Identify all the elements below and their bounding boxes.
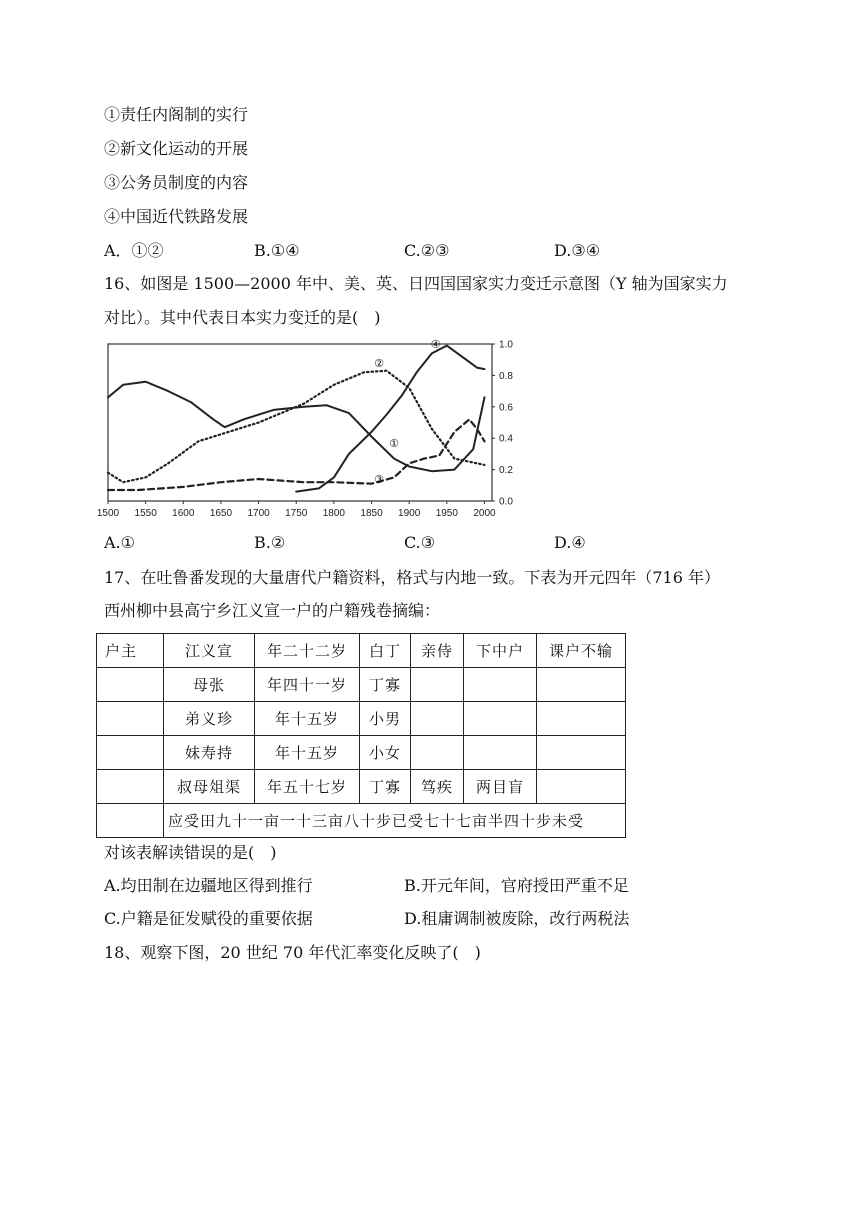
table-cell: 丁寡	[360, 668, 411, 702]
table-cell	[464, 702, 537, 736]
table-cell	[411, 736, 464, 770]
table-cell: 叔母俎渠	[164, 770, 255, 804]
q15-option-b: B.①④	[254, 241, 300, 260]
series-label-1: ①	[389, 436, 400, 450]
table-cell: 下中户	[464, 634, 537, 668]
power-chart	[96, 338, 530, 523]
table-cell	[537, 702, 626, 736]
land-allocation-cell: 应受田九十一亩一十三亩八十步已受七十七亩半四十步未受	[164, 804, 626, 838]
q16-option-c: C.③	[404, 533, 436, 552]
table-cell	[537, 770, 626, 804]
x-tick-label: 1900	[398, 508, 421, 519]
x-tick-label: 1800	[322, 508, 346, 519]
q17-stem-line1: 17、在吐鲁番发现的大量唐代户籍资料，格式与内地一致。下表为开元四年（716 年）	[104, 568, 720, 587]
q16-option-a: A.①	[104, 533, 135, 552]
table-cell: 妹寿持	[164, 736, 255, 770]
q15-option-a: A．①②	[104, 241, 164, 260]
table-cell: 年四十一岁	[255, 668, 360, 702]
table-cell: 丁寡	[360, 770, 411, 804]
table-row	[97, 702, 626, 736]
table-cell: 课户不输	[537, 634, 626, 668]
y-tick-label: 0.2	[499, 465, 513, 477]
table-row	[97, 736, 626, 770]
plot-frame	[108, 344, 492, 501]
household-register-table	[96, 633, 626, 838]
y-tick-label: 0.4	[499, 433, 513, 445]
table-cell: 母张	[164, 668, 255, 702]
q16-option-b: B.②	[254, 533, 286, 552]
series-label-4: ④	[430, 338, 441, 351]
table-cell: 弟义珍	[164, 702, 255, 736]
table-cell	[97, 804, 164, 838]
q16-stem-line2: 对比）。其中代表日本实力变迁的是( )	[104, 308, 381, 327]
y-tick-label: 0.0	[499, 496, 513, 508]
table-cell	[464, 736, 537, 770]
q15-item-4: ④中国近代铁路发展	[104, 207, 249, 226]
series-label-3: ③	[374, 473, 384, 487]
table-cell: 白丁	[360, 634, 411, 668]
y-tick-label: 1.0	[499, 339, 513, 351]
x-tick-label: 1700	[247, 508, 270, 519]
q15-item-2: ②新文化运动的开展	[104, 139, 249, 158]
q16-stem-line1: 16、如图是 1500—2000 年中、美、英、日四国国家实力变迁示意图（Y 轴为国家实力	[104, 274, 728, 293]
q18-stem: 18、观察下图，20 世纪 70 年代汇率变化反映了( )	[104, 943, 481, 962]
x-tick-label: 2000	[473, 508, 496, 519]
table-cell: 年十五岁	[255, 702, 360, 736]
table-row	[97, 634, 626, 668]
table-cell	[97, 770, 164, 804]
q17-question: 对该表解读错误的是( )	[104, 843, 277, 862]
table-cell: 亲侍	[411, 634, 464, 668]
x-tick-label: 1650	[209, 508, 233, 519]
q17-option-d: D.租庸调制被废除，改行两税法	[404, 909, 630, 928]
q17-stem-line2: 西州柳中县高宁乡江义宣一户的户籍残卷摘编：	[104, 601, 441, 620]
x-tick-label: 1600	[172, 508, 195, 519]
power-chart-svg	[96, 338, 530, 523]
x-tick-label: 1500	[96, 508, 120, 519]
series-label-2: ②	[374, 356, 384, 370]
table-cell: 年十五岁	[255, 736, 360, 770]
table-cell	[537, 736, 626, 770]
table-cell: 笃疾	[411, 770, 464, 804]
table-cell	[97, 702, 164, 736]
q17-option-c: C.户籍是征发赋役的重要依据	[104, 909, 313, 928]
table-row	[97, 668, 626, 702]
table-cell: 小男	[360, 702, 411, 736]
table-cell: 户主	[97, 634, 164, 668]
q15-item-1: ①责任内阁制的实行	[104, 105, 249, 124]
table-cell	[97, 736, 164, 770]
x-tick-label: 1850	[360, 508, 383, 519]
q15-item-3: ③公务员制度的内容	[104, 173, 249, 192]
q17-option-a: A.均田制在边疆地区得到推行	[104, 876, 313, 895]
x-tick-label: 1550	[134, 508, 157, 519]
table-cell: 年二十二岁	[255, 634, 360, 668]
table-cell	[537, 668, 626, 702]
q16-option-d: D.④	[554, 533, 586, 552]
x-tick-label: 1950	[435, 508, 458, 519]
table-cell	[411, 702, 464, 736]
table-row	[97, 770, 626, 804]
y-tick-label: 0.8	[499, 370, 513, 382]
table-cell	[411, 668, 464, 702]
q17-option-b: B.开元年间，官府授田严重不足	[404, 876, 629, 895]
table-cell: 小女	[360, 736, 411, 770]
q15-option-c: C.②③	[404, 241, 450, 260]
table-cell: 年五十七岁	[255, 770, 360, 804]
table-cell: 两目盲	[464, 770, 537, 804]
table-cell: 江义宣	[164, 634, 255, 668]
y-tick-label: 0.6	[499, 402, 513, 414]
x-tick-label: 1750	[285, 508, 308, 519]
table-cell	[464, 668, 537, 702]
q15-option-d: D.③④	[554, 241, 601, 260]
table-cell	[97, 668, 164, 702]
table-row	[97, 804, 626, 838]
